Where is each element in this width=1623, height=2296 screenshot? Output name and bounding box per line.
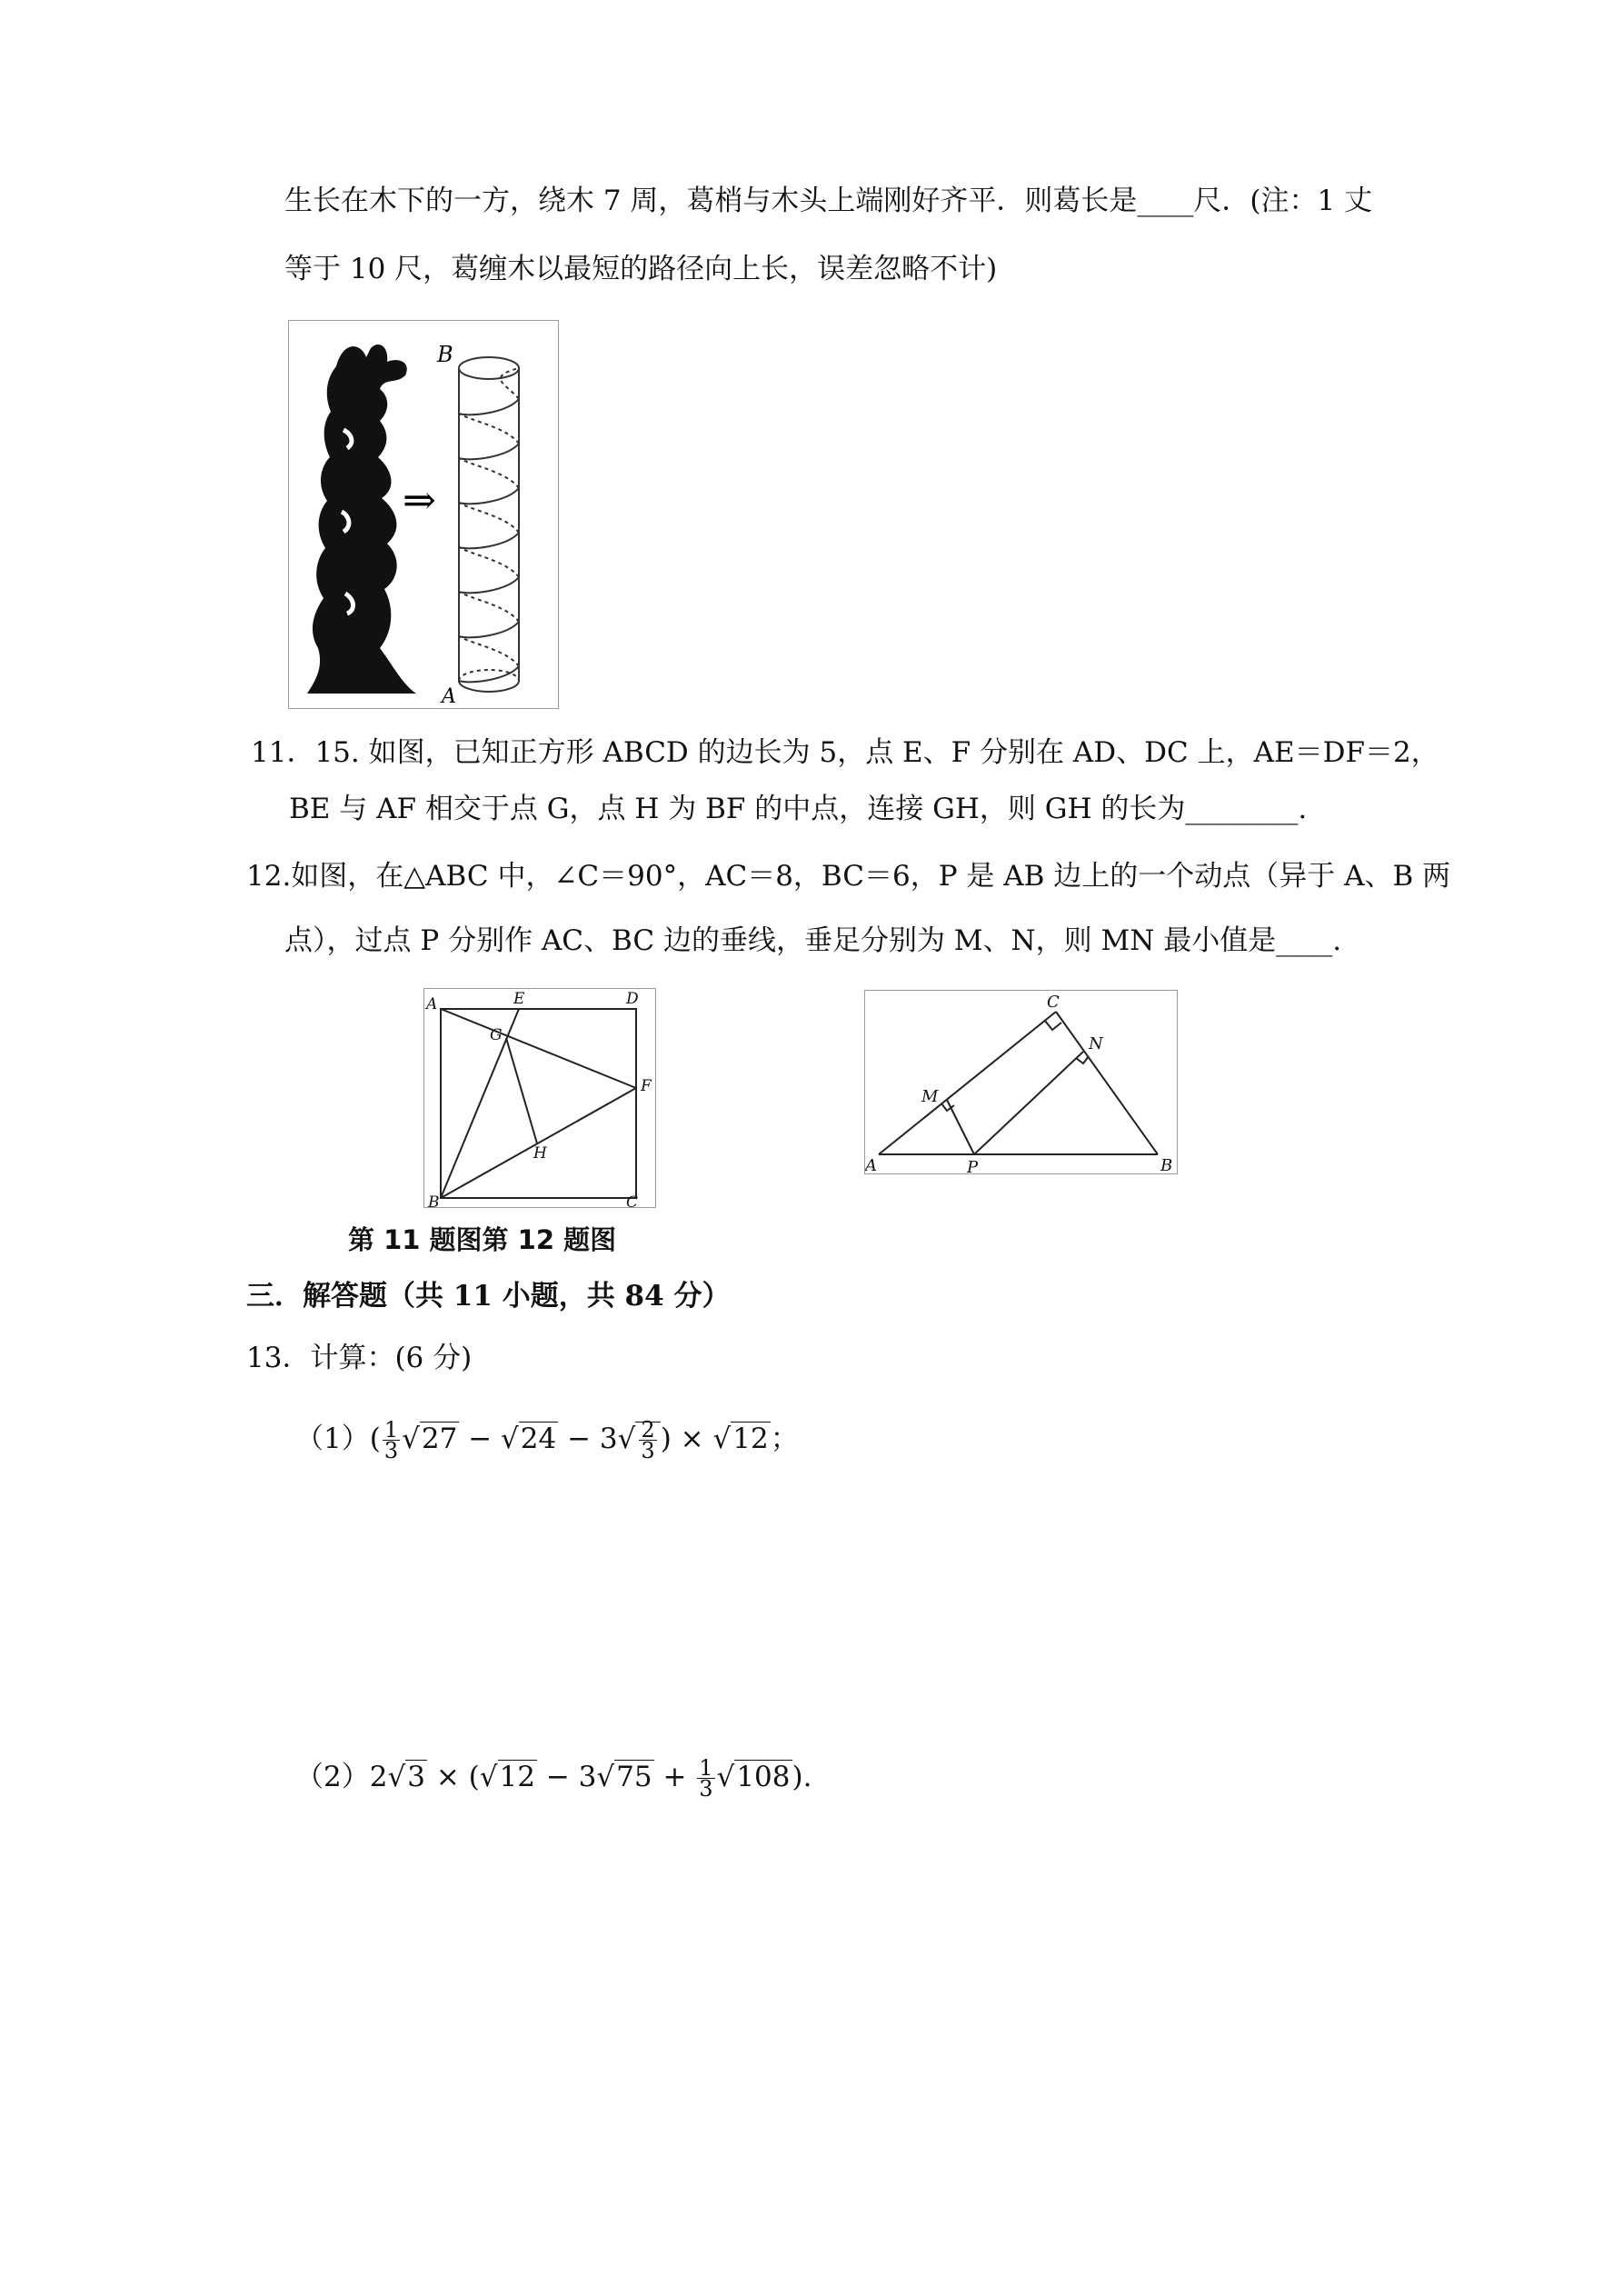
- frac-numerator: 1: [383, 1417, 399, 1442]
- sqrt-27: √27: [402, 1423, 458, 1455]
- radicand: 12: [499, 1761, 535, 1793]
- radicand: 108: [736, 1761, 791, 1793]
- triangle-geometry: [879, 1012, 1158, 1154]
- operator: − 3: [536, 1761, 597, 1793]
- label-b: B: [428, 1193, 440, 1209]
- paren-open: (: [369, 1423, 381, 1455]
- frac-numerator: 2: [641, 1417, 655, 1442]
- q13-title: 13．计算：(6 分): [246, 1342, 473, 1374]
- label-b: B: [1160, 1156, 1173, 1175]
- label-p: P: [967, 1158, 979, 1175]
- vine-helix: [459, 368, 519, 682]
- square-geometry: [441, 1009, 636, 1198]
- fraction-one-third: [383, 1417, 400, 1463]
- radicand: 27: [421, 1423, 458, 1455]
- point-b-label: B: [437, 342, 453, 367]
- label-c: C: [626, 1193, 639, 1209]
- frac-numerator: 1: [699, 1755, 713, 1781]
- radicand: 12: [732, 1423, 769, 1455]
- radicand: 3: [407, 1761, 425, 1793]
- q11-line-1: 11．15. 如图，已知正方形 ABCD 的边长为 5，点 E、F 分别在 AD、DC 上，AE＝DF＝2，: [251, 736, 1439, 769]
- operator: +: [653, 1761, 696, 1793]
- tree-silhouette: [307, 344, 416, 694]
- label-a: A: [426, 995, 438, 1013]
- label-m: M: [921, 1087, 939, 1106]
- label-a: A: [865, 1156, 877, 1175]
- sqrt-108: √108: [716, 1761, 791, 1793]
- part-label: （1）: [295, 1423, 370, 1455]
- part-label: （2）: [295, 1761, 370, 1793]
- sqrt-75: √75: [596, 1761, 652, 1793]
- end-punct: ；: [770, 1423, 799, 1455]
- q10-line-2: 等于 10 尺，葛缠木以最短的路径向上长，误差忽略不计): [284, 253, 998, 285]
- sqrt-two-thirds: √ $\frac{2}{3}$: [618, 1412, 661, 1466]
- label-c: C: [1047, 993, 1060, 1012]
- vine-tree-drawing: [289, 321, 560, 710]
- sqrt-12: √12: [712, 1423, 769, 1455]
- label-h: H: [533, 1144, 547, 1163]
- label-e: E: [513, 990, 525, 1008]
- fraction-two-thirds: [639, 1417, 656, 1463]
- radicand: 75: [616, 1761, 652, 1793]
- section-3-title: 三．解答题（共 11 小题，共 84 分）: [246, 1280, 731, 1313]
- label-f: F: [641, 1077, 652, 1095]
- q13-part-2: [295, 1750, 812, 1804]
- q11-square-figure: [423, 988, 656, 1208]
- figure-captions: 第 11 题图第 12 题图: [348, 1224, 617, 1255]
- q10-line-1: 生长在木下的一方，绕木 7 周，葛梢与木头上端刚好齐平．则葛长是____尺．(注：1 丈: [284, 185, 1373, 217]
- q12-triangle-figure: [864, 990, 1178, 1174]
- fraction-one-third: [697, 1755, 714, 1802]
- label-d: D: [626, 990, 639, 1008]
- cylinder: [459, 357, 519, 692]
- frac-denominator: 3: [641, 1438, 655, 1463]
- frac-denominator: 3: [383, 1438, 399, 1463]
- q11-line-2: BE 与 AF 相交于点 G，点 H 为 BF 的中点，连接 GH，则 GH 的长为________.: [289, 793, 1308, 825]
- operator: − 3: [558, 1423, 618, 1455]
- sqrt-3: √3: [387, 1761, 425, 1793]
- label-g: G: [490, 1026, 503, 1044]
- radicand: 24: [520, 1423, 557, 1455]
- coefficient: 2: [369, 1761, 388, 1793]
- q12-line-1: 12.如图，在△ABC 中，∠C＝90°，AC＝8，BC＝6，P 是 AB 边上的一个动点（异于 A、B 两: [246, 860, 1451, 893]
- label-n: N: [1089, 1034, 1103, 1053]
- frac-denominator: 3: [699, 1776, 713, 1802]
- vine-tree-figure: [288, 320, 559, 709]
- operator: ) ×: [660, 1423, 713, 1455]
- implies-arrow: ⇒: [403, 477, 436, 524]
- q13-part-1: [295, 1412, 799, 1466]
- sqrt-24: √24: [501, 1423, 557, 1455]
- operator: × (: [426, 1761, 480, 1793]
- q12-line-2: 点），过点 P 分别作 AC、BC 边的垂线，垂足分别为 M、N，则 MN 最小值是____.: [284, 924, 1342, 957]
- point-a-label: A: [442, 685, 456, 708]
- sqrt-12: √12: [479, 1761, 535, 1793]
- operator: −: [459, 1423, 502, 1455]
- end-punct: ).: [792, 1761, 812, 1793]
